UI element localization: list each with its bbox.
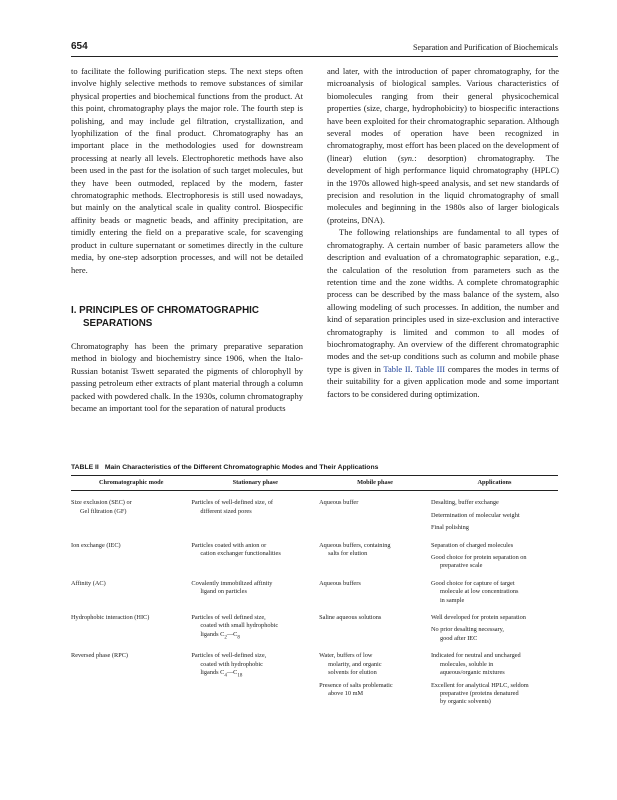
applications-cell	[431, 652, 558, 715]
right-paragraph-1-text-b: : desorption) chromatography. The development of high performance liquid chromatography (HPLC) in the 1970s allowed high-speed analysis, and set new standards of precision and resolution in the liquid chromatography of small molecules and beginning in the 1980s also of larger biologicals (proteins, DNA).	[327, 152, 559, 225]
synonym-abbrev: syn.	[400, 152, 415, 163]
stationary-phase-text: Particles coated with anion or	[191, 541, 267, 549]
mobile-phase-text: salts for elution	[328, 550, 368, 558]
application-text: Good choice for capture of target	[430, 579, 515, 587]
application-text: aqueous/organic mixtures	[439, 669, 505, 677]
left-paragraph-1: to facilitate the following purification steps. The next steps often involve highly selective methods to remove substances of similar physical properties and biochemical functions from the product. At this point, chromatography plays the major role. The fourth step is polishing, and may include gel filtration, crystallization, and lyophilization of the final product. Chromatography has an important place in the methodologies used for downstream processing at nearly all levels. Electrophoretic methods have also been used in the past for the isolation of such target molecules, but they have been outmoded, replaced by the modern, faster chromatographic methods. Electrophoresis is still used nowadays, but mainly on the analytical scale in quality control. Biospecific affinity beads or magnetic beads, and affinity precipitation, are timidly entering the field on a preparative scale, for scavenging product in culture supernatant or sometimes directly in the culture media, by one-step adsorption processes, and will not be detailed here.	[71, 66, 303, 275]
application-text: molecules, soluble in	[439, 660, 494, 668]
right-paragraph-1-text-a: and later, with the introduction of paper chromatography, for the microanalysis of biological samples. Various characteristics of biomolecules ranging from their general physicochemical properties (size, charge, hydrophobicity) to biospecific interactions have been exploited for their chromatographic separation. Although several modes of operation have been recognized in chromatography, most effort has been placed on the development of (linear) elution (	[327, 66, 559, 163]
mode-text: Gel filtration (GF)	[80, 507, 127, 515]
mode-text: Size exclusion (SEC) or	[71, 499, 132, 507]
table-row	[71, 580, 558, 614]
table-row	[71, 652, 558, 715]
application-item	[431, 524, 556, 532]
application-text: Indicated for neutral and uncharged	[430, 652, 521, 660]
table-title: Main Characteristics of the Different Chromatographic Modes and Their Applications	[104, 464, 379, 471]
mode-text: Reversed phase (RPC)	[71, 652, 129, 660]
mobile-phase-text: above 10 mM	[328, 689, 364, 697]
application-text: by organic solvents)	[439, 698, 491, 706]
mobile-phase-item	[319, 542, 429, 559]
running-head: Separation and Purification of Biochemicals	[412, 43, 558, 52]
column-header-stationary: Stationary phase	[191, 476, 319, 491]
mode-cell	[71, 614, 191, 652]
application-item	[431, 626, 556, 643]
application-item	[431, 614, 556, 622]
right-paragraph-2-text-b: .	[410, 363, 416, 374]
mobile-phase-cell	[319, 652, 431, 715]
application-text: Desalting, buffer exchange	[430, 499, 499, 507]
stationary-phase-text: different sized pores	[200, 507, 252, 515]
table-body	[71, 491, 558, 716]
application-item	[431, 542, 556, 550]
application-item	[431, 652, 556, 677]
section-heading	[71, 304, 303, 330]
application-text: Good choice for protein separation on	[430, 554, 527, 562]
stationary-phase-cell	[191, 580, 319, 614]
application-text: in sample	[439, 596, 465, 604]
applications-cell	[431, 491, 558, 542]
mobile-phase-text: Aqueous buffers, containing	[319, 541, 391, 549]
table-row	[71, 614, 558, 652]
right-paragraph-2	[327, 226, 559, 400]
stationary-phase-text: ligands $C_2—C_8$	[200, 630, 240, 641]
table-row	[71, 542, 558, 580]
application-text: Well developed for protein separation	[430, 614, 526, 622]
mobile-phase-text: Water, buffers of low	[319, 652, 373, 660]
header-rule	[71, 56, 558, 57]
application-item	[431, 580, 556, 605]
mobile-phase-item	[319, 652, 429, 677]
table-label: TABLE II	[71, 464, 99, 471]
mobile-phase-text: Aqueous buffer	[319, 499, 359, 507]
section-heading-line-1: I. PRINCIPLES OF CHROMATOGRAPHIC	[71, 304, 259, 316]
mobile-phase-cell	[319, 491, 431, 542]
application-text: Separation of charged molecules	[430, 541, 514, 549]
applications-cell	[431, 614, 558, 652]
application-text: molecule at low concentrations	[439, 588, 519, 596]
stationary-phase-text: Covalently immobilized affinity	[191, 579, 273, 587]
stationary-phase-text: coated with small hydrophobic	[200, 622, 279, 630]
stationary-phase-text: Particles of well defined size,	[191, 614, 266, 622]
applications-cell	[431, 580, 558, 614]
right-paragraph-2-text-c: compares the modes in terms of their suitability for a given application mode and some important factors to be considered during optimization.	[327, 363, 559, 399]
table-caption	[71, 464, 378, 471]
table-ii-link[interactable]: Table II	[383, 363, 411, 374]
right-column	[327, 65, 559, 400]
right-paragraph-2-text-a: The following relationships are fundamental to all types of chromatography. A certain number of basic parameters allow the description and evaluation of a chromatographic separation, e.g., the calculation of the resolution from parameters such as the retention time and the zone widths. A complete chromatographic process can be described by the mass balance of the system, also allowing modeling of such processes. In addition, the number and kind of separation principles used in size-exclusion and interactive chromatography is limited and common to all modes of biochromatography. An overview of the different chromatographic modes and the set-up conditions such as column and mobile phase type is given in	[327, 227, 559, 374]
application-text: preparative (proteins denatured	[439, 689, 519, 697]
application-text: preparative scale	[439, 562, 483, 570]
mobile-phase-cell	[319, 614, 431, 652]
stationary-phase-text: ligand on particles	[200, 588, 247, 596]
table-header-row	[71, 476, 558, 491]
mobile-phase-item	[319, 682, 429, 699]
mobile-phase-item	[319, 614, 429, 622]
stationary-phase-text: Particles of well-defined size,	[191, 652, 267, 660]
right-paragraph-1	[327, 65, 559, 226]
application-text: No prior desalting necessary,	[430, 626, 504, 634]
applications-cell	[431, 542, 558, 580]
application-item	[431, 499, 556, 507]
mobile-phase-text: Aqueous buffers	[319, 579, 361, 587]
stationary-phase-text: Particles of well-defined size, of	[191, 499, 274, 507]
column-header-mobile: Mobile phase	[319, 476, 431, 491]
mode-cell	[71, 652, 191, 715]
mobile-phase-text: solvents for elution	[328, 669, 377, 677]
application-item	[431, 512, 556, 520]
left-paragraph-2: Chromatography has been the primary preparative separation method in biology and biochemistry since 1906, when the Italo-Russian botanist Tswett separated the pigments of chlorophyll by passing petroleum ether extracts of plant material through a column packed with powdered chalk. In the 1930s, column chromatography became an important tool for the separation of natural products	[71, 340, 303, 413]
mode-text: Hydrophobic interaction (HIC)	[71, 614, 150, 622]
mobile-phase-cell	[319, 542, 431, 580]
mode-text: Affinity (AC)	[71, 579, 106, 587]
mode-text: Ion exchange (IEC)	[71, 541, 121, 549]
application-item	[431, 554, 556, 571]
column-header-mode: Chromatographic mode	[71, 476, 191, 491]
stationary-phase-cell	[191, 652, 319, 715]
mobile-phase-text: Saline aqueous solutions	[319, 614, 382, 622]
stationary-phase-text: ligands $C_4—C_{18}$	[200, 669, 243, 679]
left-column	[71, 65, 303, 414]
stationary-phase-cell	[191, 542, 319, 580]
mobile-phase-item	[319, 580, 429, 588]
application-text: Excellent for analytical HPLC, seldom	[430, 681, 529, 689]
stationary-phase-cell	[191, 491, 319, 542]
mode-cell	[71, 491, 191, 542]
stationary-phase-text: coated with hydrophobic	[200, 660, 263, 668]
table-iii-link[interactable]: Table III	[415, 363, 446, 374]
chromatography-modes-table	[71, 475, 558, 716]
mobile-phase-cell	[319, 580, 431, 614]
application-text: good after IEC	[439, 634, 478, 642]
mobile-phase-item	[319, 499, 429, 507]
table-row	[71, 491, 558, 542]
mobile-phase-text: Presence of salts problematic	[319, 681, 393, 689]
page-number: 654	[71, 41, 88, 52]
application-text: Determination of molecular weight	[430, 511, 520, 519]
stationary-phase-text: cation exchanger functionalities	[200, 550, 281, 558]
mobile-phase-text: molarity, and organic	[328, 660, 382, 668]
application-item	[431, 682, 556, 707]
mode-cell	[71, 580, 191, 614]
column-header-applications: Applications	[431, 476, 558, 491]
mode-cell	[71, 542, 191, 580]
stationary-phase-cell	[191, 614, 319, 652]
application-text: Final polishing	[430, 524, 469, 532]
section-heading-line-2: SEPARATIONS	[83, 317, 153, 329]
